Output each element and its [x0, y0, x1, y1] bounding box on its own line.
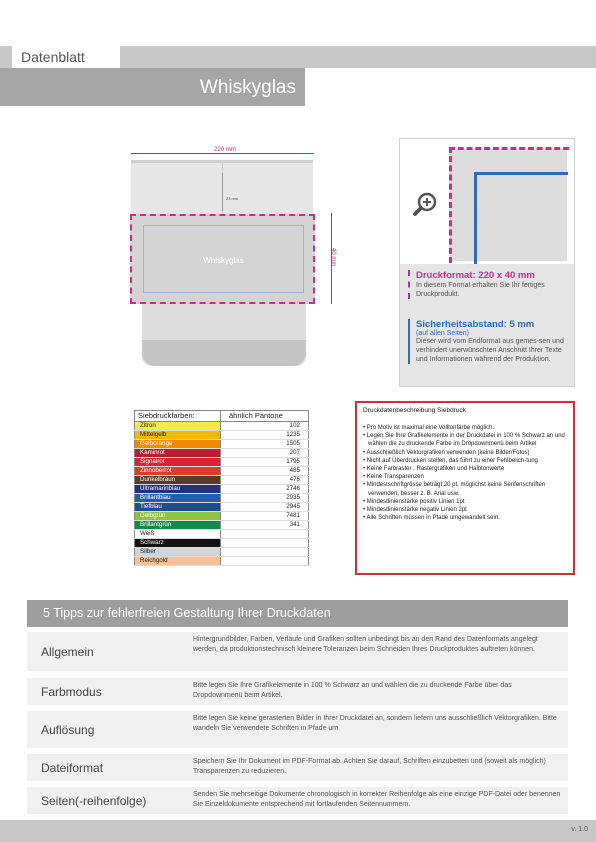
safety-margin-info: [408, 319, 568, 364]
pantone-value: [221, 539, 309, 548]
tip-label: Allgemein: [41, 645, 94, 659]
color-row: [135, 539, 309, 548]
color-name: Gelbgrün: [135, 512, 221, 521]
pantone-col-header: ähnlich Pantone: [221, 411, 309, 422]
footer-band: [0, 820, 596, 842]
color-row: [135, 467, 309, 476]
doc-label: Datenblatt: [12, 46, 120, 68]
pantone-value: 1505: [221, 440, 309, 449]
color-row: [135, 521, 309, 530]
color-row: [135, 458, 309, 467]
color-name: Tiefblau: [135, 503, 221, 512]
glass-base: [142, 340, 306, 366]
print-data-description: [355, 401, 575, 575]
preview-print-edge-v: [449, 147, 452, 263]
tip-text: Speichern Sie Ihr Dokument im PDF-Format ab. Achten Sie darauf, Schriften einzubetten und (soweit als möglich) Transparenzen zu reduzieren.: [193, 758, 546, 776]
color-name: Zinnoberrot: [135, 467, 221, 476]
safety-margin-title: Sicherheitsabstand: 5 mm: [416, 319, 535, 330]
safety-margin-sub: (auf allen Seiten): [416, 330, 469, 337]
color-name: Brillantgrün: [135, 521, 221, 530]
color-name: Silber: [135, 548, 221, 557]
tip-text: Hintergrundbilder, Farben, Verläufe und Grafiken sollten unbedingt bis an den Rand des Datenformats angelegt werden, da produktionstechnisch kleinere Toleranzen beim Schneiden Ihres Druckproduktes auftreten können.: [193, 636, 538, 654]
pantone-value: [221, 530, 309, 539]
color-col-header: Siebdruckfarben:: [135, 411, 221, 422]
tips-title: 5 Tipps zur fehlerfreien Gestaltung Ihrer Druckdaten: [43, 606, 331, 620]
glass-bottom: [142, 304, 306, 366]
pantone-value: 2746: [221, 485, 309, 494]
width-dimension-label: 220 mm: [190, 147, 260, 153]
tip-row: [27, 787, 568, 814]
color-row: [135, 494, 309, 503]
color-row: [135, 485, 309, 494]
print-format-text: In diesem Format erhalten Sie Ihr fertiges Druckprodukt.: [416, 282, 545, 299]
small-dimension-line: [222, 173, 223, 211]
pantone-value: 207: [221, 449, 309, 458]
tip-row: [27, 678, 568, 705]
print-data-item: • Keine Transparenzen: [363, 473, 567, 481]
pantone-value: 7481: [221, 512, 309, 521]
color-row: [135, 476, 309, 485]
tip-label: Dateiformat: [41, 761, 104, 775]
color-name: Dunkelbraun: [135, 476, 221, 485]
print-data-item: • Pro Motiv ist maximal eine Volltonfarbe möglich.: [363, 424, 567, 432]
color-row: [135, 431, 309, 440]
print-data-item: • Keine Farbraster , Rastergrafiken und Halbtonwerte: [363, 465, 567, 473]
print-data-item: • Mindestschriftgrösse beträgt 20 pt, möglichst keine Serifenschriften verwenden, besser z. B. Arial usw.: [363, 481, 567, 497]
print-data-list: [363, 424, 567, 522]
color-name: Mittelgelb: [135, 431, 221, 440]
pantone-value: 102: [221, 422, 309, 431]
color-row: [135, 422, 309, 431]
color-name: Reichgold: [135, 557, 221, 566]
color-row: [135, 449, 309, 458]
format-info-box: [399, 138, 575, 387]
pantone-value: [221, 557, 309, 566]
print-format-info: [408, 270, 568, 299]
color-row: [135, 548, 309, 557]
zoom-in-icon: [412, 191, 438, 217]
safety-margin-text: Dieser wird vom Endformat aus gemes-sen und verhindert unerwünschten Anschnitt Ihrer Texte und Informationen während der Produktion.: [416, 338, 564, 364]
color-row: [135, 503, 309, 512]
color-row: [135, 440, 309, 449]
color-table: [134, 410, 309, 566]
tip-row: [27, 754, 568, 781]
pantone-value: [221, 548, 309, 557]
preview-area: [449, 149, 567, 261]
color-table-header: [135, 411, 309, 422]
pantone-value: 2945: [221, 503, 309, 512]
pantone-value: 485: [221, 467, 309, 476]
pantone-value: 2935: [221, 494, 309, 503]
color-name: Kaminrot: [135, 449, 221, 458]
color-row: [135, 530, 309, 539]
format-preview: [400, 139, 574, 264]
print-data-item: • Mindestlinienstärke positiv Linien 1pt: [363, 498, 567, 506]
preview-safe-edge-v: [474, 172, 477, 264]
page-title: Whiskyglas: [199, 77, 296, 98]
print-data-item: • Ausschließlich Vektorgrafiken verwenden (keine Bilder/Fotos): [363, 449, 567, 457]
color-row: [135, 512, 309, 521]
color-name: Ultramarinblau: [135, 485, 221, 494]
tip-text: Bitte legen Sie Ihre Grafikelemente in 100 % Schwarz an und wählen die zu druckende Farbe über das Dropdownmenü beim Artikel.: [193, 682, 512, 700]
height-dimension-label: 40 mm: [330, 248, 336, 267]
color-row: [135, 557, 309, 566]
print-format-title: Druckformat: 220 x 40 mm: [416, 270, 535, 281]
print-data-item: • Mindestlinienstärke negativ Linien 2pt: [363, 506, 567, 514]
color-name: Zitron: [135, 422, 221, 431]
pantone-value: 1795: [221, 458, 309, 467]
print-data-item: • Legen Sie Ihre Grafikelemente in der Druckdatei in 100 % Schwarz an und wählen die zu druckende Farbe im Dropdownmenü beim Artikel: [363, 432, 567, 448]
tip-label: Auflösung: [41, 723, 95, 737]
tip-row: [27, 711, 568, 748]
color-name: Brillantblau: [135, 494, 221, 503]
color-name: Signalrot: [135, 458, 221, 467]
pantone-value: 341: [221, 521, 309, 530]
preview-print-edge-h: [449, 147, 569, 150]
tip-row: [27, 632, 568, 671]
print-data-title: Druckdatenbeschreibung Siebdruck: [363, 407, 466, 414]
color-name: Schwarz: [135, 539, 221, 548]
preview-safe-edge-h: [474, 172, 568, 175]
glass-label: Whiskyglas: [203, 256, 244, 265]
version-label: v. 1.0: [571, 826, 588, 833]
print-data-item: • Nicht auf Überdrucken stellen, das führt zu einer Fehlbelich-tung: [363, 457, 567, 465]
color-name: Weiß: [135, 530, 221, 539]
tip-label: Seiten(-reihenfolge): [41, 794, 147, 808]
width-dimension-line: [131, 153, 314, 154]
tip-text: Senden Sie mehrseitige Dokumente chronologisch in korrekter Reihenfolge als eine einzige PDF-Datei oder benennen Sie Einzeldokumente entsprechend mit fortlaufenden Seitennummern.: [193, 791, 561, 809]
tip-label: Farbmodus: [41, 685, 102, 699]
pantone-value: 476: [221, 476, 309, 485]
small-dimension-label: 23 mm: [226, 196, 239, 201]
tip-text: Bitte legen Sie keine gerasterten Bilder in Ihrer Druckdatei an, sondern liefern uns ausschließlich Vektorgrafiken. Bitte wandeln Sie verwendete Schriften in Pfade um: [193, 715, 557, 733]
pantone-value: 1235: [221, 431, 309, 440]
print-data-item: • Alle Schriften müssen in Pfade umgewandelt sein.: [363, 514, 567, 522]
color-name: Gelborange: [135, 440, 221, 449]
